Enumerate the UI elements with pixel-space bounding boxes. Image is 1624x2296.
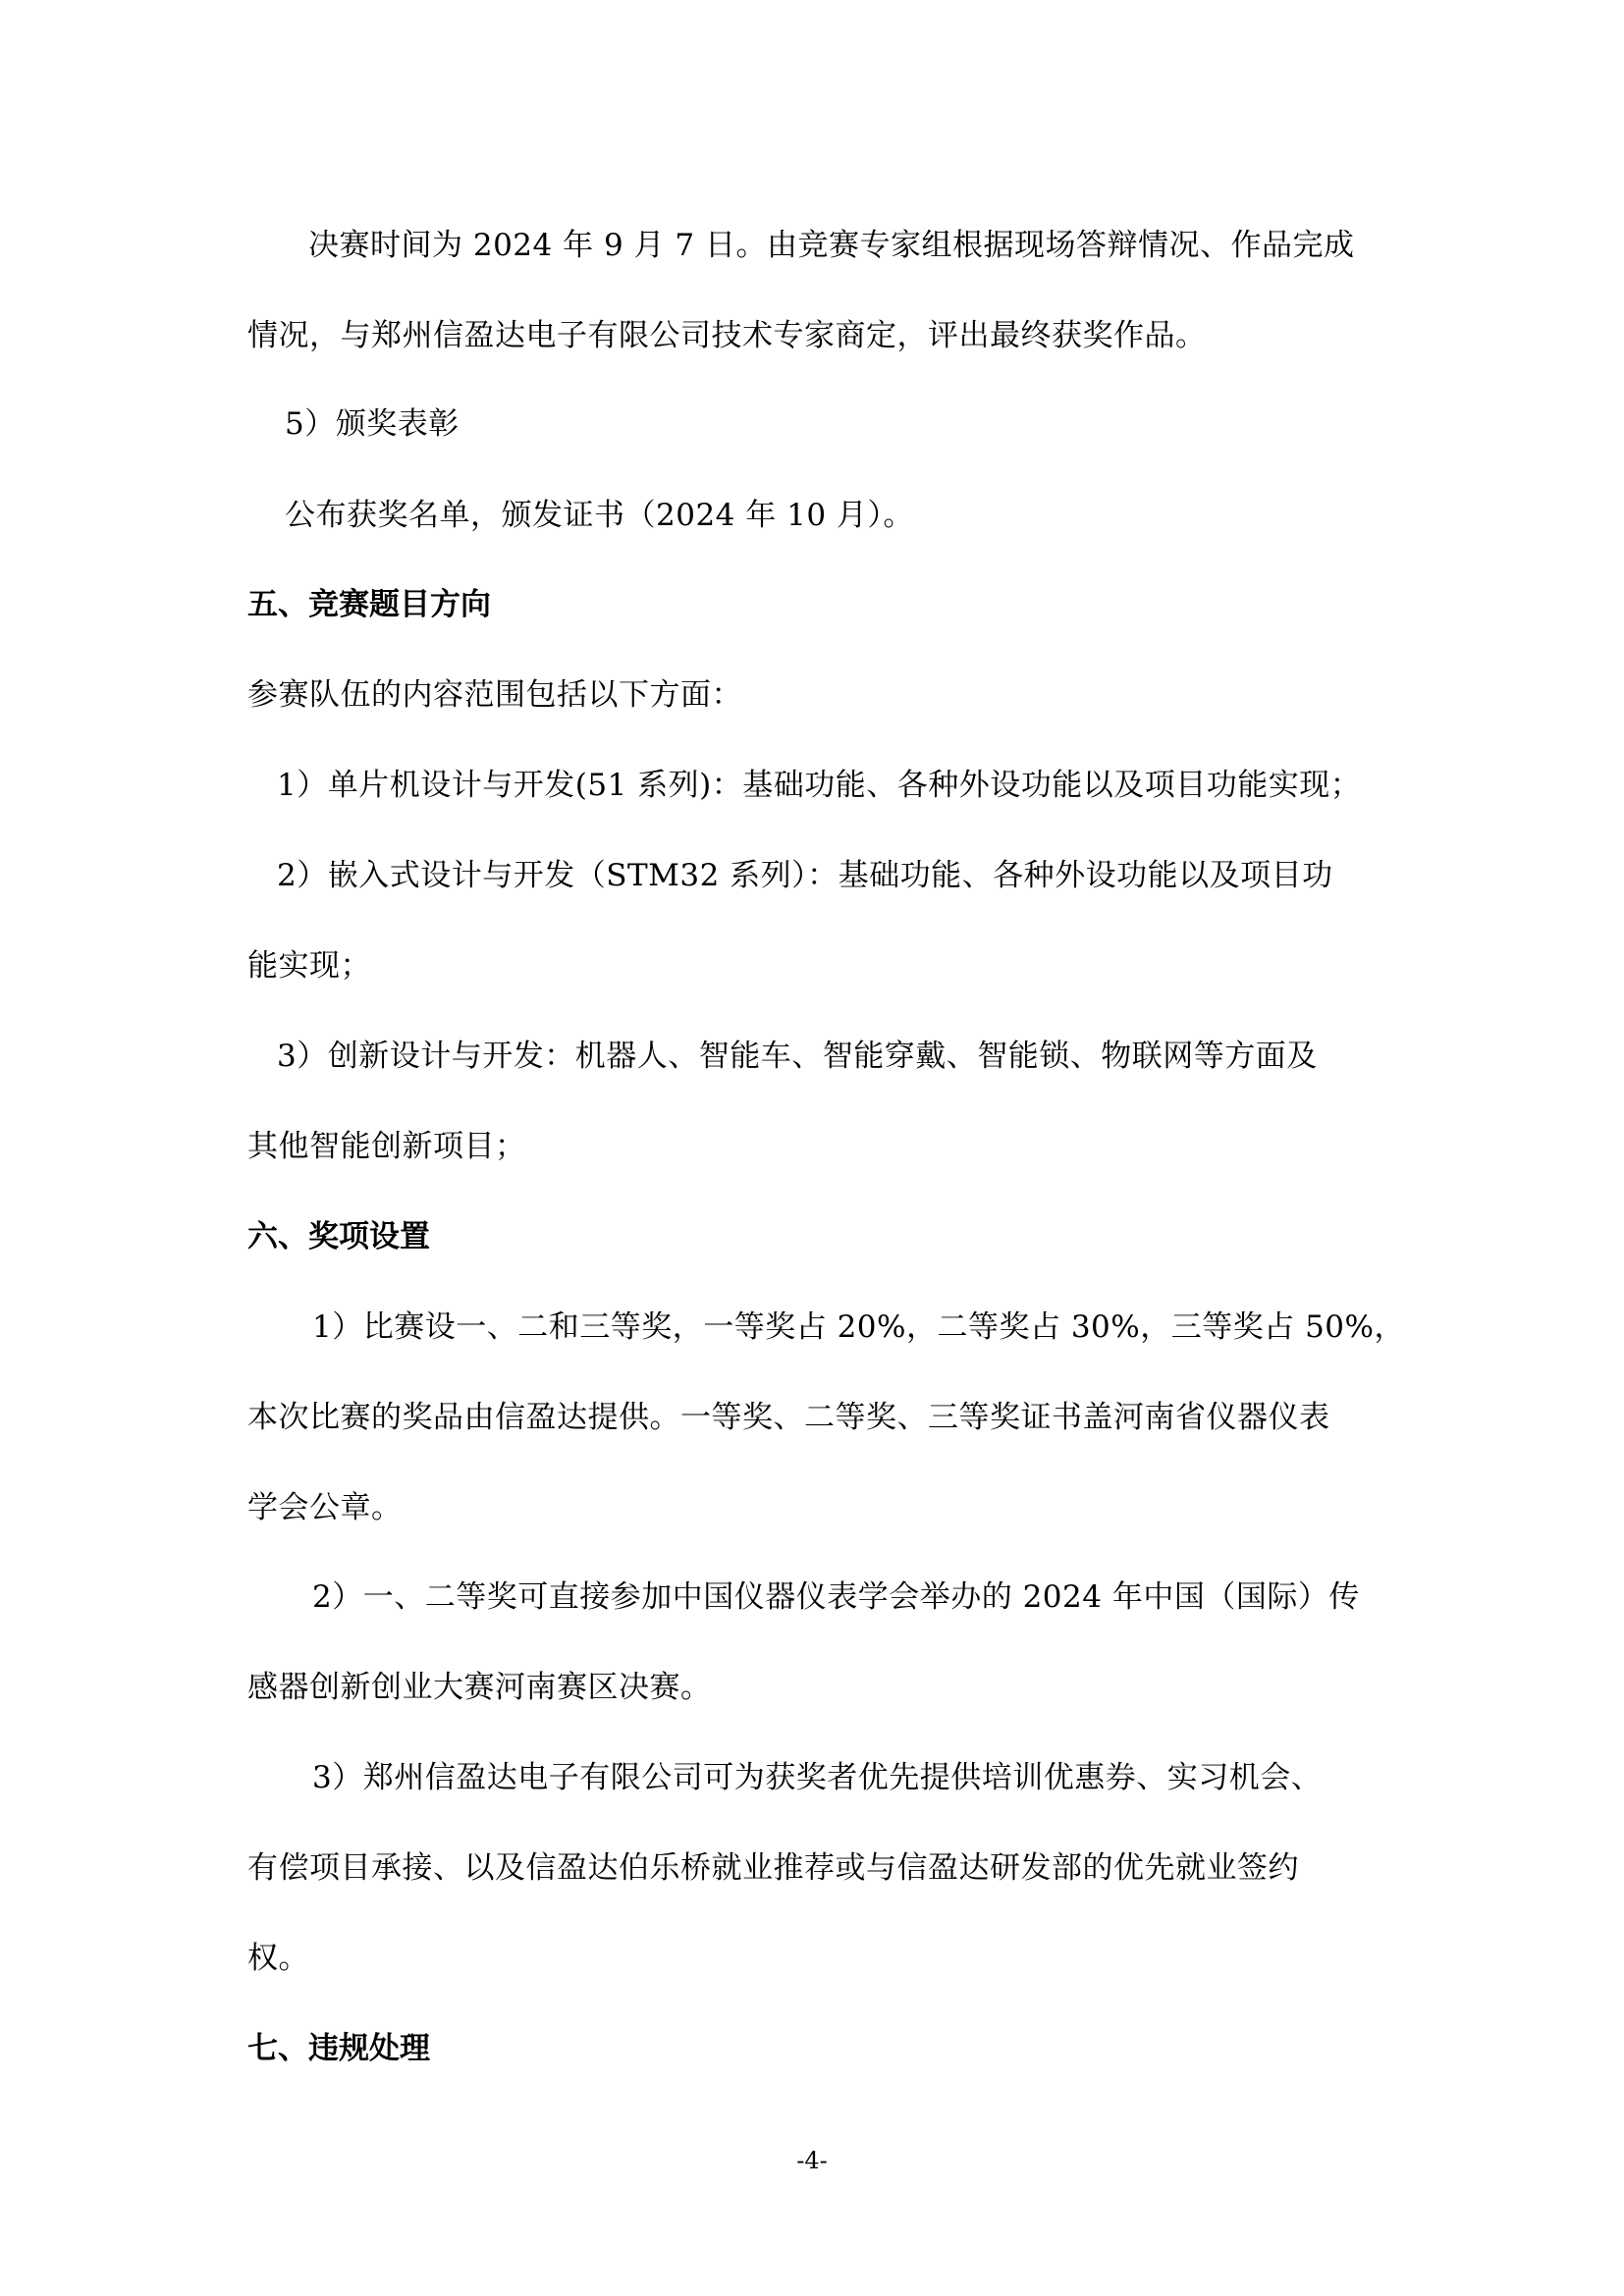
- paragraph-line: 决赛时间为 2024 年 9 月 7 日。由竞赛专家组根据现场答辩情况、作品完成: [308, 228, 1355, 263]
- list-item: 2）一、二等奖可直接参加中国仪器仪表学会举办的 2024 年中国（国际）传: [312, 1579, 1360, 1615]
- section-heading: 六、奖项设置: [247, 1219, 430, 1255]
- section-heading: 五、竞赛题目方向: [247, 587, 491, 622]
- paragraph-line: 学会公章。: [247, 1490, 403, 1525]
- page-number: -4-: [796, 2147, 828, 2174]
- paragraph-line: 能实现；: [247, 948, 371, 984]
- list-item: 1）单片机设计与开发(51 系列)：基础功能、各种外设功能以及项目功能实现；: [277, 768, 1362, 803]
- paragraph-line: 感器创新创业大赛河南赛区决赛。: [247, 1670, 712, 1705]
- list-item: 5）颁奖表彰: [285, 406, 460, 442]
- list-item: 3）郑州信盈达电子有限公司可为获奖者优先提供培训优惠券、实习机会、: [312, 1760, 1323, 1795]
- paragraph-line: 其他智能创新项目；: [247, 1129, 526, 1164]
- paragraph-line: 有偿项目承接、以及信盈达伯乐桥就业推荐或与信盈达研发部的优先就业签约: [247, 1850, 1299, 1886]
- list-item: 2）嵌入式设计与开发（STM32 系列）：基础功能、各种外设功能以及项目功: [277, 858, 1333, 893]
- paragraph-line: 权。: [247, 1941, 309, 1976]
- list-item: 3）创新设计与开发：机器人、智能车、智能穿戴、智能锁、物联网等方面及: [277, 1039, 1318, 1074]
- paragraph-line: 参赛队伍的内容范围包括以下方面：: [247, 677, 742, 713]
- paragraph-line: 情况，与郑州信盈达电子有限公司技术专家商定，评出最终获奖作品。: [247, 318, 1207, 353]
- paragraph-line: 本次比赛的奖品由信盈达提供。一等奖、二等奖、三等奖证书盖河南省仪器仪表: [247, 1400, 1330, 1435]
- section-heading: 七、违规处理: [247, 2031, 430, 2066]
- paragraph-line: 公布获奖名单，颁发证书（2024 年 10 月）。: [285, 498, 914, 533]
- list-item: 1）比赛设一、二和三等奖，一等奖占 20%，二等奖占 30%，三等奖占 50%，: [312, 1309, 1405, 1345]
